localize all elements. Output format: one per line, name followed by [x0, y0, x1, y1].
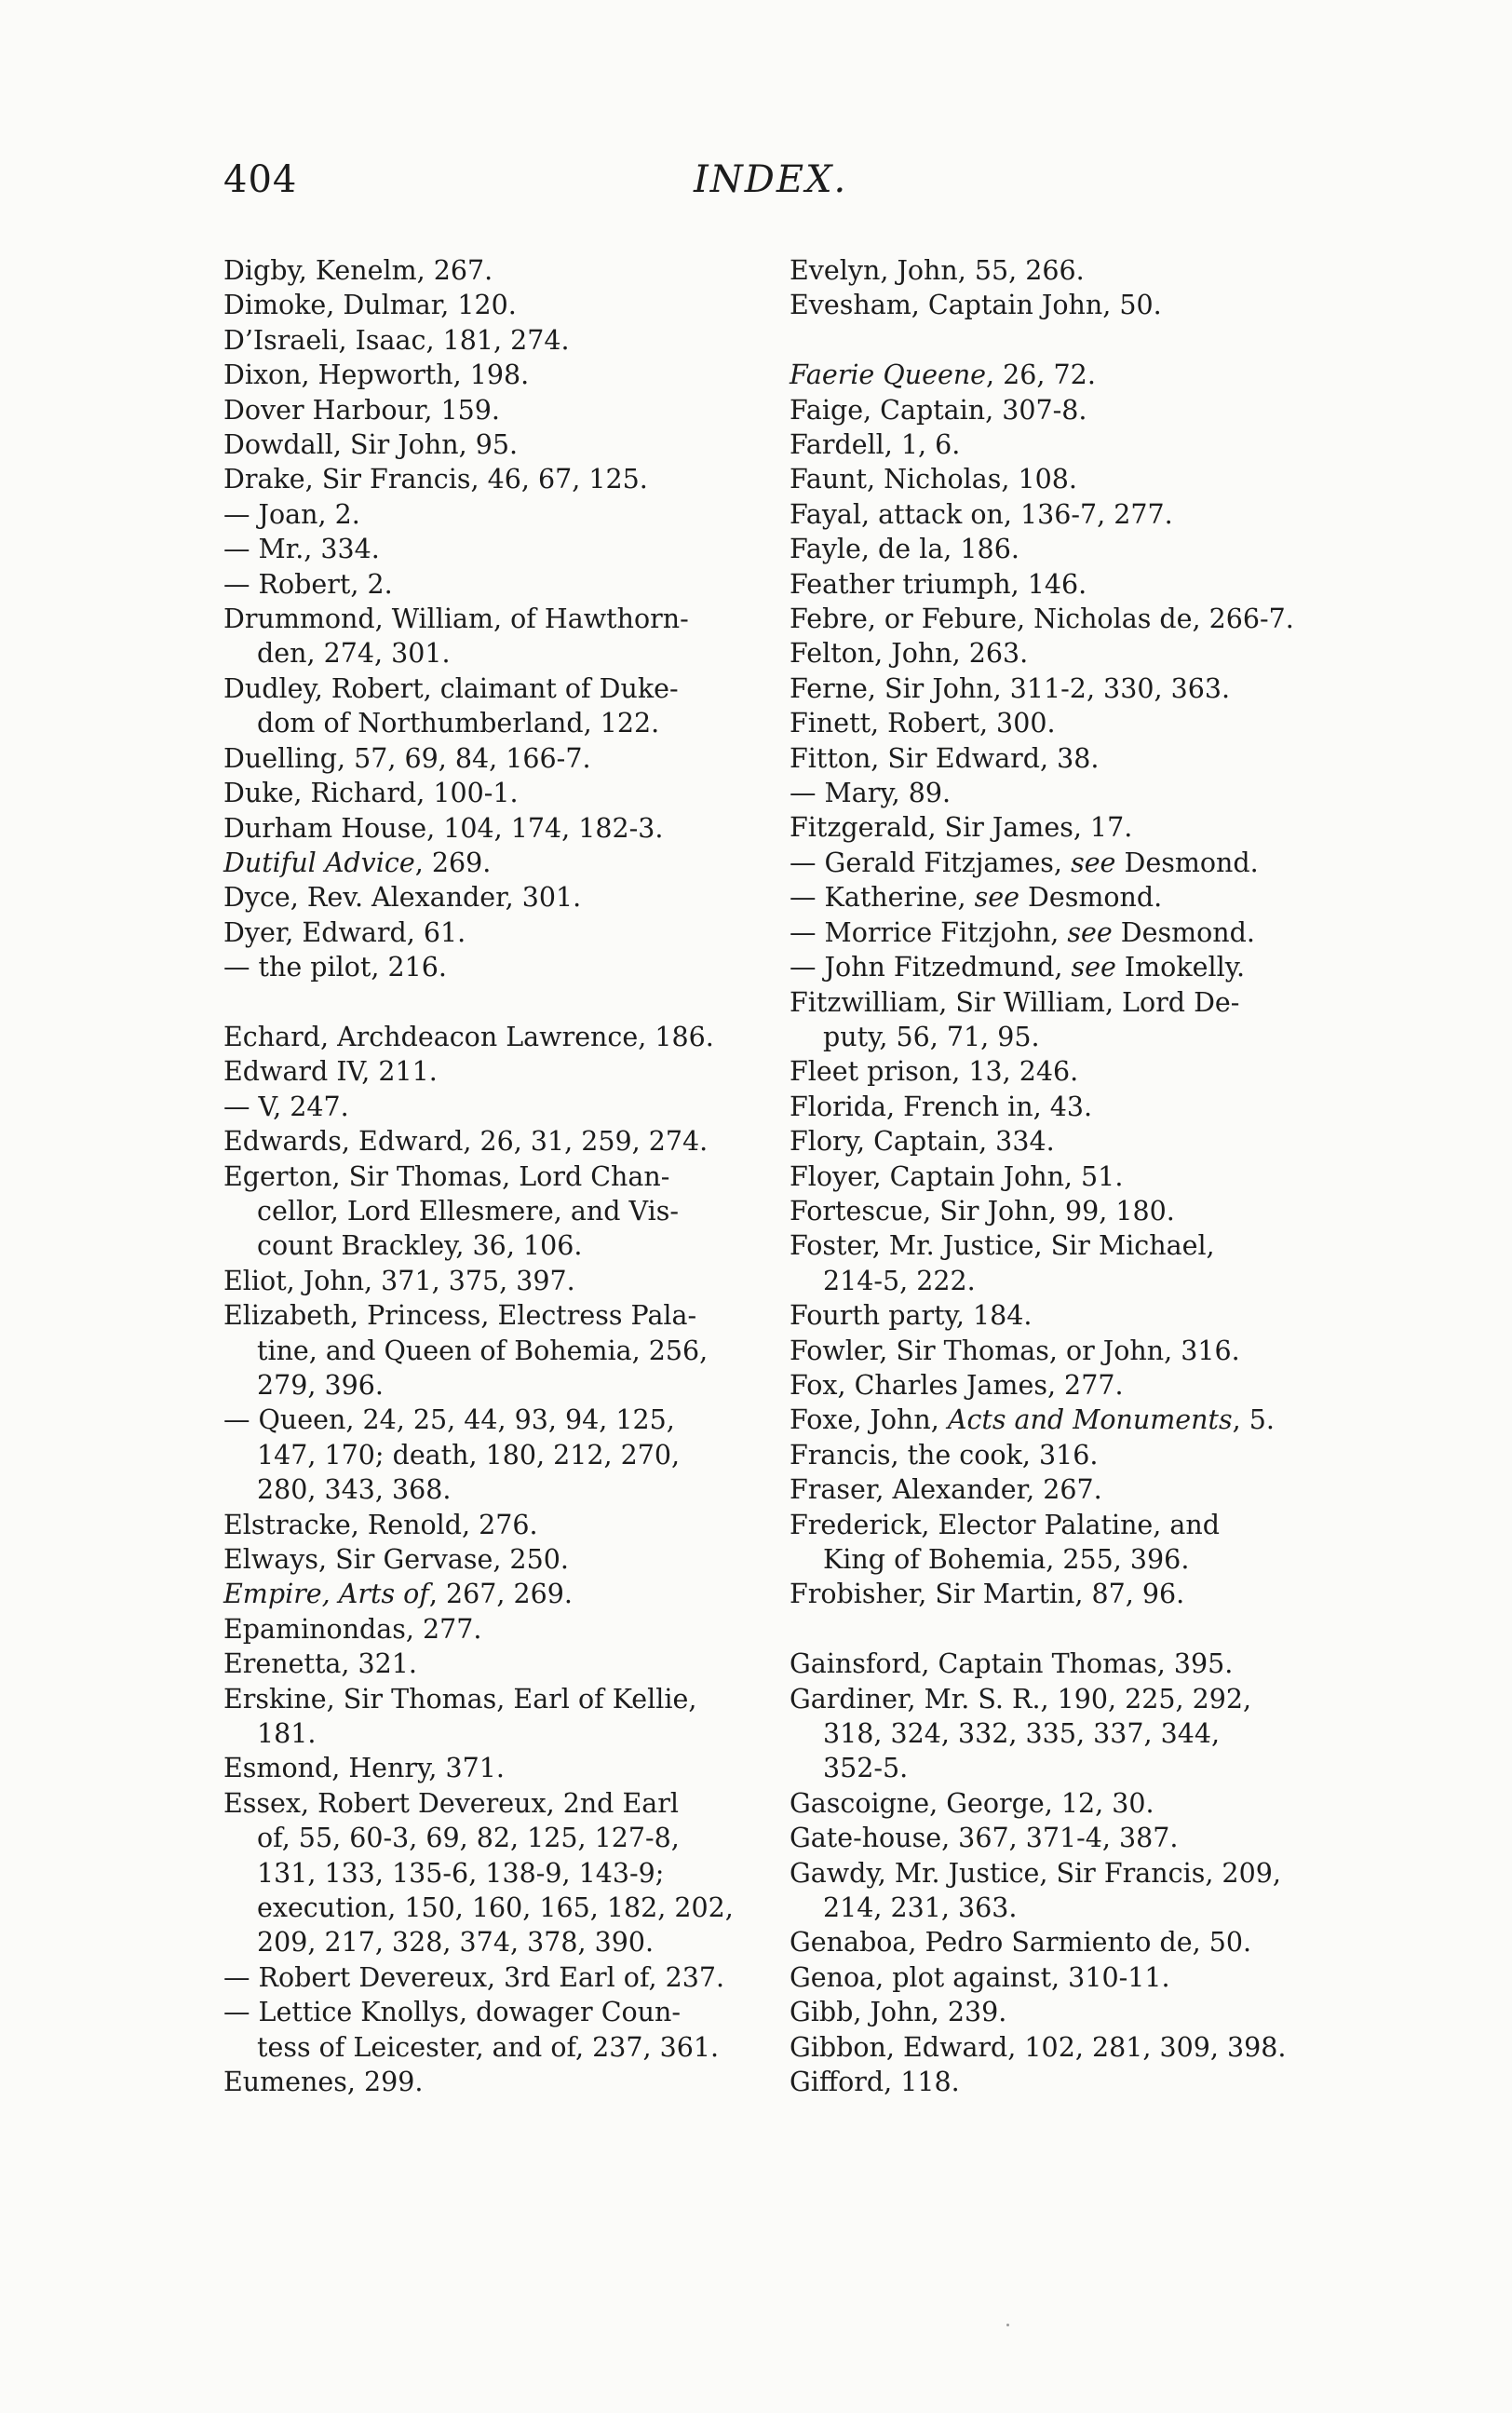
index-entry [223, 393, 745, 427]
index-entry-continuation [190, 1891, 745, 1925]
index-entry [790, 567, 1320, 602]
entry-text: Gibbon, Edward, 102, 281, 309, 398. [790, 2031, 1287, 2063]
entry-text: Dyer, Edward, 61. [223, 916, 466, 948]
entry-text: Drake, Sir Francis, 46, 67, 125. [223, 464, 648, 495]
entry-text: Desmond. [1115, 847, 1259, 878]
entry-text: see [974, 882, 1019, 914]
entry-text: — Queen, 24, 25, 44, 93, 94, 125, [223, 1404, 675, 1436]
index-entry [223, 462, 745, 496]
entry-text: 214-5, 222. [823, 1265, 976, 1296]
entry-text: Gawdy, Mr. Justice, Sir Francis, 209, [790, 1857, 1281, 1889]
entry-text: puty, 56, 71, 95. [823, 1021, 1040, 1052]
index-entry [790, 1577, 1320, 1611]
page-title: INDEX. [694, 158, 848, 201]
entry-text: Empire, Arts of [223, 1579, 429, 1610]
index-entry-continuation [190, 1856, 745, 1891]
entry-text: Gardiner, Mr. S. R., 190, 225, 292, [790, 1683, 1252, 1715]
entry-text: see [1067, 916, 1113, 948]
entry-text: Faerie Queene [790, 359, 987, 391]
entry-text: — Mr., 334. [223, 534, 380, 565]
index-entry [223, 846, 745, 880]
index-entry-continuation [190, 1821, 745, 1855]
index-entry-continuation [190, 706, 745, 740]
index-entry [790, 602, 1320, 636]
index-entry [790, 880, 1320, 915]
entry-text: 181. [257, 1718, 317, 1750]
entry-text: — Lettice Knollys, dowager Coun- [223, 1997, 682, 2028]
index-entry [223, 1054, 745, 1089]
entry-text: 318, 324, 332, 335, 337, 344, [823, 1718, 1221, 1750]
index-entry-continuation [190, 2030, 745, 2065]
entry-text: Elways, Sir Gervase, 250. [223, 1544, 569, 1576]
index-column-left [223, 253, 745, 2100]
index-entry [790, 776, 1320, 810]
entry-text: 209, 217, 328, 374, 378, 390. [257, 1927, 655, 1959]
index-entry-continuation [190, 1716, 745, 1751]
entry-text: Dimoke, Dulmar, 120. [223, 290, 517, 321]
entry-text: 214, 231, 363. [823, 1892, 1018, 1924]
index-entry [223, 915, 745, 950]
entry-text: Dudley, Robert, claimant of Duke- [223, 672, 679, 704]
entry-text: Duke, Richard, 100-1. [223, 778, 519, 809]
index-entry [790, 1334, 1320, 1368]
entry-text: Genaboa, Pedro Sarmiento de, 50. [790, 1927, 1252, 1959]
index-entry [223, 1159, 745, 1194]
entry-text: Ferne, Sir John, 311-2, 330, 363. [790, 672, 1231, 704]
entry-text: execution, 150, 160, 165, 182, 202, [257, 1892, 734, 1924]
entry-text: Eumenes, 299. [223, 2067, 424, 2098]
paper-speck [1006, 2324, 1009, 2326]
entry-text: , 269. [414, 847, 492, 878]
index-entry [223, 1577, 745, 1611]
entry-text: Fox, Charles James, 277. [790, 1369, 1124, 1401]
page-number: 404 [223, 158, 298, 201]
entry-text: tess of Leicester, and of, 237, 361. [257, 2031, 720, 2063]
entry-text: Foster, Mr. Justice, Sir Michael, [790, 1230, 1215, 1262]
index-entry [790, 741, 1320, 776]
entry-text: Foxe, John, [790, 1404, 948, 1436]
entry-text: Echard, Archdeacon Lawrence, 186. [223, 1021, 714, 1052]
index-entry [790, 1472, 1320, 1507]
index-entry [790, 462, 1320, 496]
index-entry [790, 532, 1320, 566]
entry-text: Dowdall, Sir John, 95. [223, 429, 519, 461]
index-entry [223, 1682, 745, 1716]
index-entry [790, 288, 1320, 322]
index-entry [790, 671, 1320, 706]
entry-text: Edwards, Edward, 26, 31, 259, 274. [223, 1126, 709, 1158]
index-entry [223, 253, 745, 288]
entry-text: Fitton, Sir Edward, 38. [790, 742, 1100, 774]
entry-text: — Gerald Fitzjames, [790, 847, 1072, 878]
entry-text: Fowler, Sir Thomas, or John, 316. [790, 1335, 1240, 1366]
index-entry [790, 1159, 1320, 1194]
entry-text: Dyce, Rev. Alexander, 301. [223, 882, 582, 914]
index-entry [790, 1856, 1320, 1891]
entry-text: Febre, or Febure, Nicholas de, 266-7. [790, 603, 1294, 635]
index-entry [790, 1228, 1320, 1263]
entry-text: — V, 247. [223, 1091, 349, 1122]
entry-text: 280, 343, 368. [257, 1474, 452, 1506]
index-entry [790, 1995, 1320, 2029]
index-entry [223, 602, 745, 636]
entry-text: — the pilot, 216. [223, 952, 447, 983]
index-entry [790, 1298, 1320, 1333]
index-entry [223, 532, 745, 566]
entry-text: Imokelly. [1115, 952, 1246, 983]
index-entry [790, 393, 1320, 427]
entry-text: 352-5. [823, 1753, 909, 1784]
index-entry [790, 1960, 1320, 1995]
index-entry-continuation [190, 1472, 745, 1507]
index-entry [223, 288, 745, 322]
entry-text: Gascoigne, George, 12, 30. [790, 1787, 1154, 1819]
entry-text: count Brackley, 36, 106. [257, 1230, 583, 1262]
entry-text: Duelling, 57, 69, 84, 166-7. [223, 742, 591, 774]
entry-text: Frobisher, Sir Martin, 87, 96. [790, 1579, 1185, 1610]
index-entry [790, 1508, 1320, 1542]
index-entry [790, 950, 1320, 984]
index-entry [223, 1090, 745, 1124]
entry-text: Gifford, 118. [790, 2067, 960, 2098]
entry-text: — John Fitzedmund, [790, 952, 1072, 983]
index-entry [790, 1054, 1320, 1089]
index-entry [790, 1821, 1320, 1855]
index-entry-continuation [756, 1716, 1320, 1751]
index-entry [223, 323, 745, 358]
entry-text: — Katherine, [790, 882, 975, 914]
entry-text: Fitzwilliam, Sir William, Lord De- [790, 986, 1240, 1018]
entry-text: Eliot, John, 371, 375, 397. [223, 1265, 575, 1296]
index-entry [223, 1508, 745, 1542]
index-entry [223, 1786, 745, 1821]
index-entry [223, 776, 745, 810]
entry-text: — Joan, 2. [223, 498, 360, 530]
entry-text: Fleet prison, 13, 246. [790, 1056, 1079, 1088]
index-entry [223, 1647, 745, 1681]
index-entry [790, 1438, 1320, 1472]
entry-text: , 267, 269. [428, 1579, 573, 1610]
entry-text: Francis, the cook, 316. [790, 1439, 1099, 1471]
index-entry-continuation [756, 1020, 1320, 1054]
entry-text: Desmond. [1019, 882, 1163, 914]
entry-text: , 26, 72. [986, 359, 1096, 391]
index-entry [223, 1995, 745, 2029]
entry-text: Epaminondas, 277. [223, 1613, 482, 1645]
index-entry [790, 1090, 1320, 1124]
entry-text: Flory, Captain, 334. [790, 1126, 1055, 1158]
index-entry-continuation [190, 1194, 745, 1228]
entry-text: 131, 133, 135-6, 138-9, 143-9; [257, 1857, 665, 1889]
index-entry [223, 427, 745, 462]
entry-text: Florida, French in, 43. [790, 1091, 1093, 1122]
index-entry-continuation [190, 1228, 745, 1263]
entry-text: Finett, Robert, 300. [790, 708, 1056, 739]
index-entry [790, 1786, 1320, 1821]
index-entry [223, 1403, 745, 1437]
index-entry [223, 1298, 745, 1333]
entry-text: Fayal, attack on, 136-7, 277. [790, 498, 1173, 530]
entry-text: Erenetta, 321. [223, 1648, 417, 1680]
section-gap [790, 323, 1320, 358]
entry-text: — Morrice Fitzjohn, [790, 916, 1068, 948]
index-entry [790, 915, 1320, 950]
index-entry [223, 567, 745, 602]
index-entry [790, 358, 1320, 392]
index-entry [223, 1542, 745, 1577]
entry-text: — Mary, 89. [790, 778, 952, 809]
index-entry-continuation [190, 1334, 745, 1368]
section-gap [223, 985, 745, 1020]
entry-text: Felton, John, 263. [790, 638, 1029, 670]
section-gap [790, 1612, 1320, 1647]
index-entry [790, 2065, 1320, 2099]
entry-text: Drummond, William, of Hawthorn- [223, 603, 689, 635]
entry-text: — Robert, 2. [223, 568, 393, 600]
entry-text: Digby, Kenelm, 267. [223, 255, 493, 286]
entry-text: Durham House, 104, 174, 182-3. [223, 812, 664, 844]
index-entry [223, 1612, 745, 1647]
index-entry [223, 2065, 745, 2099]
entry-text: 279, 396. [257, 1369, 384, 1401]
entry-text: Dixon, Hepworth, 198. [223, 359, 530, 391]
entry-text: Fraser, Alexander, 267. [790, 1474, 1102, 1506]
entry-text: Fardell, 1, 6. [790, 429, 961, 461]
index-entry [223, 1751, 745, 1785]
index-column-right [790, 253, 1320, 2100]
entry-text: Fortescue, Sir John, 99, 180. [790, 1195, 1175, 1227]
index-entry [790, 810, 1320, 845]
index-entry [790, 427, 1320, 462]
entry-text: Gainsford, Captain Thomas, 395. [790, 1648, 1234, 1680]
entry-text: Feather triumph, 146. [790, 568, 1087, 600]
index-entry [223, 1124, 745, 1159]
index-entry [223, 671, 745, 706]
index-entry [790, 1194, 1320, 1228]
entry-text: Gate-house, 367, 371-4, 387. [790, 1823, 1179, 1854]
index-entry [790, 706, 1320, 740]
index-entry [790, 1682, 1320, 1716]
index-entry [223, 1264, 745, 1298]
index-entry [223, 950, 745, 984]
index-entry-continuation [190, 636, 745, 671]
entry-text: Dutiful Advice [223, 847, 415, 878]
entry-text: Fitzgerald, Sir James, 17. [790, 812, 1133, 844]
index-entry-continuation [190, 1438, 745, 1472]
entry-text: of, 55, 60-3, 69, 82, 125, 127-8, [257, 1823, 680, 1854]
index-entry [790, 497, 1320, 532]
index-entry [790, 846, 1320, 880]
entry-text: cellor, Lord Ellesmere, and Vis- [257, 1195, 679, 1227]
index-entry [790, 2030, 1320, 2065]
entry-text: Egerton, Sir Thomas, Lord Chan- [223, 1160, 670, 1192]
index-entry [223, 811, 745, 846]
entry-text: Frederick, Elector Palatine, and [790, 1509, 1220, 1540]
entry-text: den, 274, 301. [257, 638, 451, 670]
entry-text: — Robert Devereux, 3rd Earl of, 237. [223, 1961, 725, 1993]
index-entry [223, 1960, 745, 1995]
entry-text: Esmond, Henry, 371. [223, 1753, 505, 1784]
index-entry [790, 1403, 1320, 1437]
entry-text: 147, 170; death, 180, 212, 270, [257, 1439, 681, 1471]
index-entry-continuation [190, 1368, 745, 1403]
entry-text: D’Israeli, Isaac, 181, 274. [223, 324, 570, 356]
entry-text: Dover Harbour, 159. [223, 394, 500, 426]
index-entry-continuation [756, 1542, 1320, 1577]
index-entry [223, 741, 745, 776]
entry-text: see [1071, 847, 1116, 878]
entry-text: Edward IV, 211. [223, 1056, 438, 1088]
index-entry [790, 253, 1320, 288]
entry-text: Essex, Robert Devereux, 2nd Earl [223, 1787, 680, 1819]
entry-text: Evelyn, John, 55, 266. [790, 255, 1085, 286]
entry-text: , 5. [1232, 1404, 1275, 1436]
entry-text: King of Bohemia, 255, 396. [823, 1544, 1190, 1576]
entry-text: Acts and Monuments [947, 1404, 1233, 1436]
entry-text: Gibb, John, 239. [790, 1997, 1007, 2028]
entry-text: Elstracke, Renold, 276. [223, 1509, 538, 1540]
entry-text: Faige, Captain, 307-8. [790, 394, 1087, 426]
entry-text: Desmond. [1112, 916, 1255, 948]
index-entry [223, 358, 745, 392]
entry-text: see [1071, 952, 1116, 983]
index-entry-continuation [756, 1891, 1320, 1925]
index-entry [223, 880, 745, 915]
index-entry-continuation [190, 1925, 745, 1959]
entry-text: Genoa, plot against, 310-11. [790, 1961, 1170, 1993]
entry-text: Floyer, Captain John, 51. [790, 1160, 1124, 1192]
index-entry [223, 497, 745, 532]
index-entry [790, 1368, 1320, 1403]
entry-text: Fayle, de la, 186. [790, 534, 1019, 565]
index-entry [790, 985, 1320, 1020]
entry-text: dom of Northumberland, 122. [257, 708, 660, 739]
entry-text: Fourth party, 184. [790, 1300, 1033, 1332]
entry-text: Erskine, Sir Thomas, Earl of Kellie, [223, 1683, 697, 1715]
index-entry [790, 636, 1320, 671]
entry-text: Evesham, Captain John, 50. [790, 290, 1162, 321]
index-entry [790, 1124, 1320, 1159]
index-entry [223, 1020, 745, 1054]
index-entry [790, 1647, 1320, 1681]
entry-text: tine, and Queen of Bohemia, 256, [257, 1335, 709, 1366]
index-entry [790, 1925, 1320, 1959]
entry-text: Elizabeth, Princess, Electress Pala- [223, 1300, 697, 1332]
entry-text: Faunt, Nicholas, 108. [790, 464, 1077, 495]
index-entry-continuation [756, 1751, 1320, 1785]
index-entry-continuation [756, 1264, 1320, 1298]
